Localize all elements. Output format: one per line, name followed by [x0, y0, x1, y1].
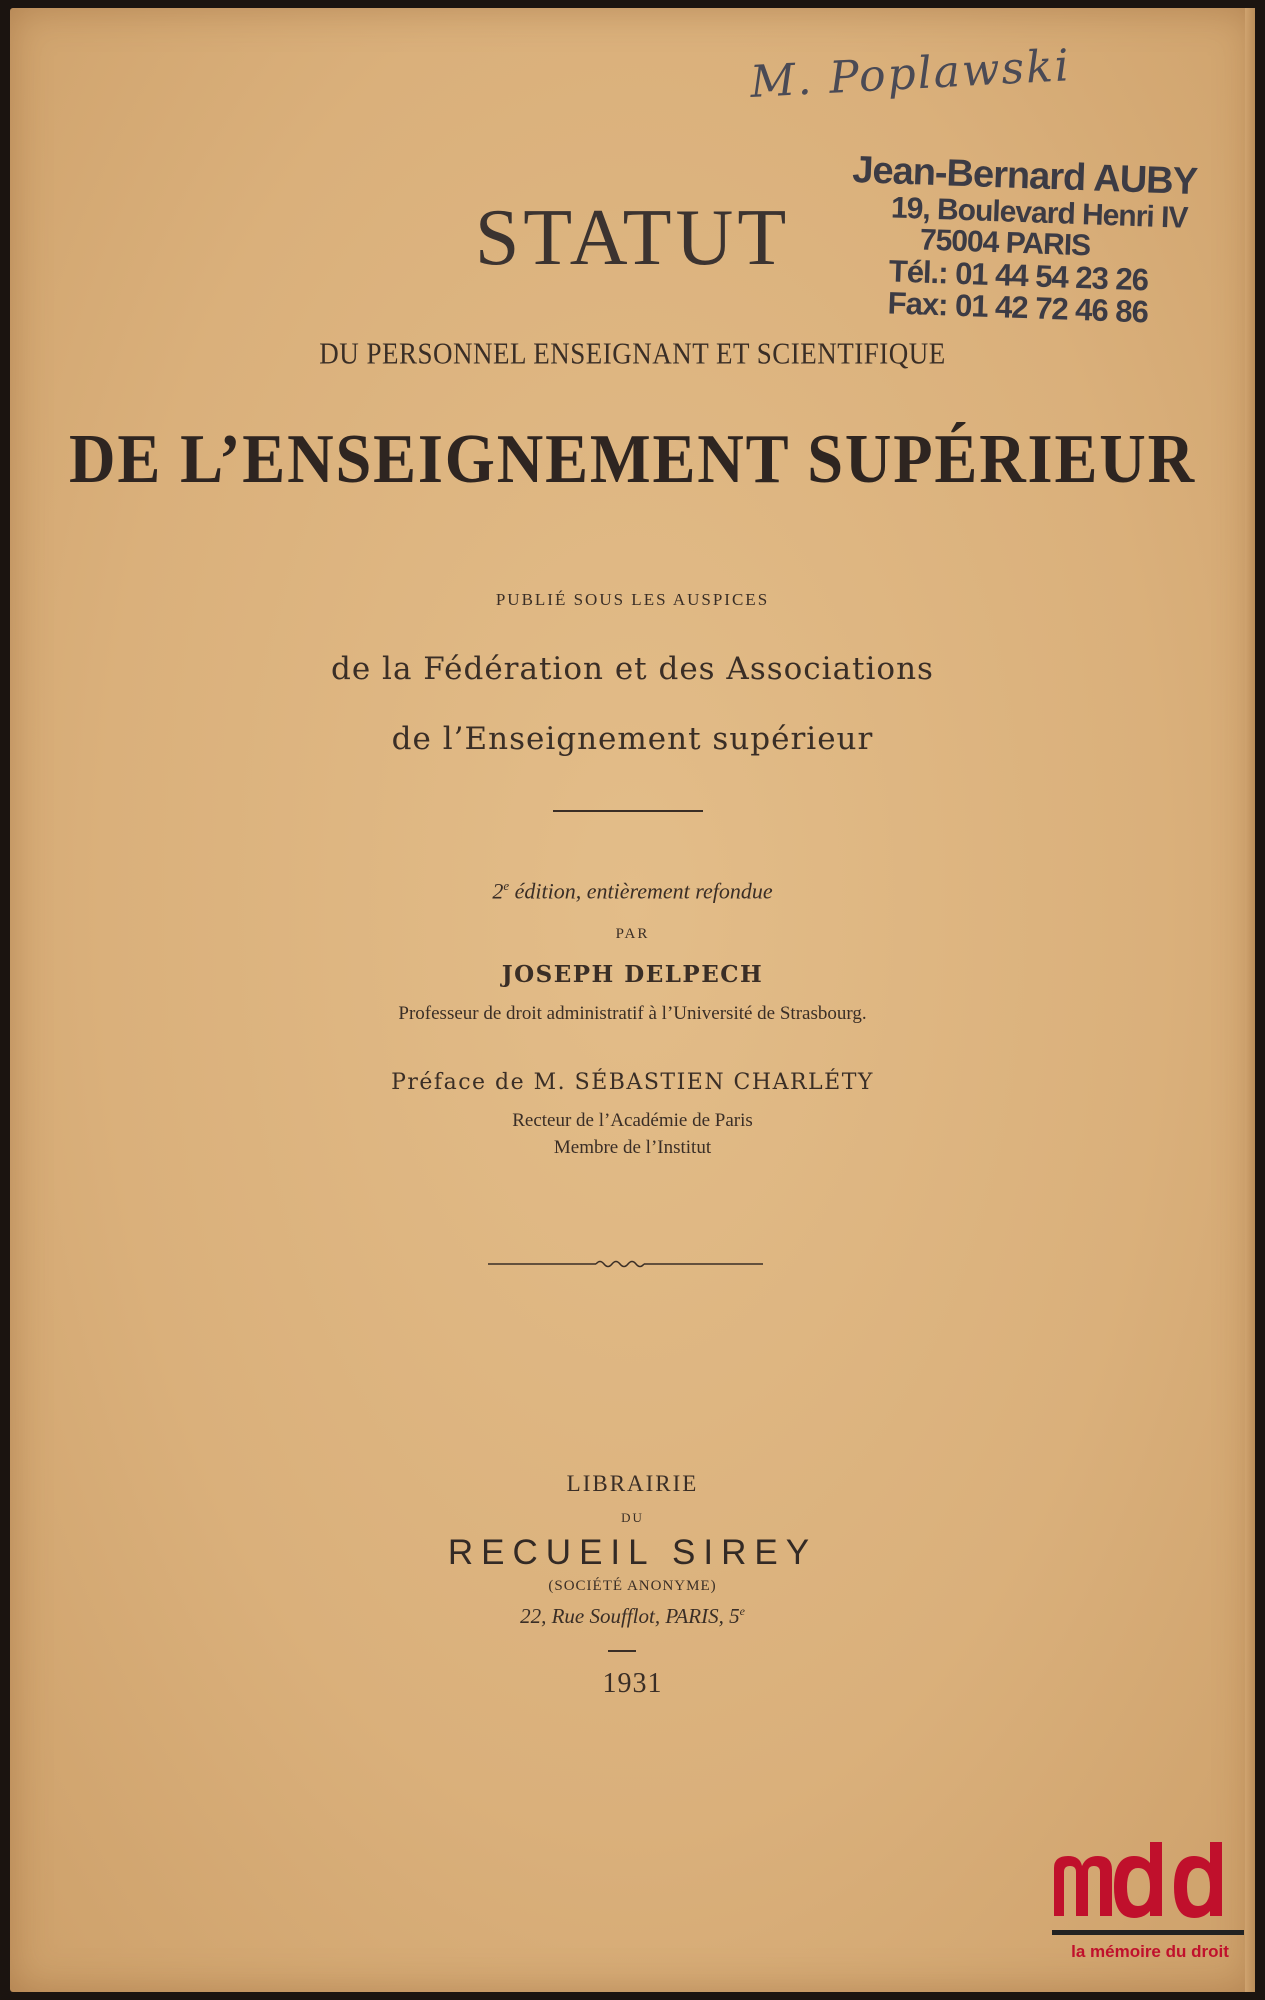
stamp-tel: Tél.: 01 44 54 23 26 — [888, 253, 1149, 298]
preface-line: Préface de M. SÉBASTIEN CHARLÉTY — [391, 1070, 874, 1095]
publisher-name: RECUEIL SIREY — [447, 1533, 818, 1572]
edition-number: 2 — [492, 878, 504, 904]
ornament-divider — [488, 1258, 763, 1270]
stamp-fax: Fax: 01 42 72 46 86 — [887, 285, 1149, 330]
book-cover — [10, 8, 1255, 1992]
stamp-street: 19, Boulevard Henri IV — [890, 191, 1188, 235]
preface-role-2: Membre de l’Institut — [553, 1137, 712, 1158]
logo-tagline: la mémoire du droit — [1071, 1942, 1229, 1961]
edition-text: édition, entièrement refondue — [509, 878, 773, 904]
cover-main-title: DE L’ENSEIGNEMENT SUPÉRIEUR — [69, 421, 1196, 498]
stamp-city: 75004 PARIS — [919, 223, 1091, 263]
edition-line — [10, 878, 1255, 904]
publication-year: 1931 — [602, 1668, 663, 1699]
published-under: PUBLIÉ SOUS LES AUSPICES — [495, 590, 770, 609]
handwritten-owner-name: M. Poplawski — [748, 40, 1072, 108]
preface-role-1: Recteur de l’Académie de Paris — [512, 1110, 753, 1131]
edition-superscript: e — [503, 878, 510, 893]
publisher-librairie: LIBRAIRIE — [566, 1471, 699, 1496]
stamp-name: Jean-Bernard AUBY — [851, 149, 1198, 204]
federation-line-1: de la Fédération et des Associations — [331, 651, 934, 687]
mdd-logo-mark — [1050, 1838, 1250, 1918]
author-name: JOSEPH DELPECH — [501, 961, 764, 988]
author-role: Professeur de droit administratif à l’Université de Strasbourg. — [398, 1003, 867, 1024]
year-rule — [608, 1650, 636, 1652]
publisher-du: DU — [621, 1510, 644, 1525]
logo-underline — [1052, 1930, 1244, 1935]
address-superscript: e — [739, 1604, 745, 1618]
cover-subtitle: DU PERSONNEL ENSEIGNANT ET SCIENTIFIQUE — [319, 335, 946, 371]
divider-rule — [553, 810, 703, 812]
publisher-societe: (SOCIÉTÉ ANONYME) — [548, 1578, 717, 1594]
publisher-address — [10, 1604, 1255, 1629]
address-text: 22, Rue Soufflot, PARIS, 5 — [520, 1604, 740, 1628]
mdd-logo — [1050, 1838, 1250, 1988]
cover-title: STATUT — [474, 194, 791, 282]
federation-line-2: de l’Enseignement supérieur — [391, 721, 874, 757]
par-label: PAR — [615, 926, 650, 942]
